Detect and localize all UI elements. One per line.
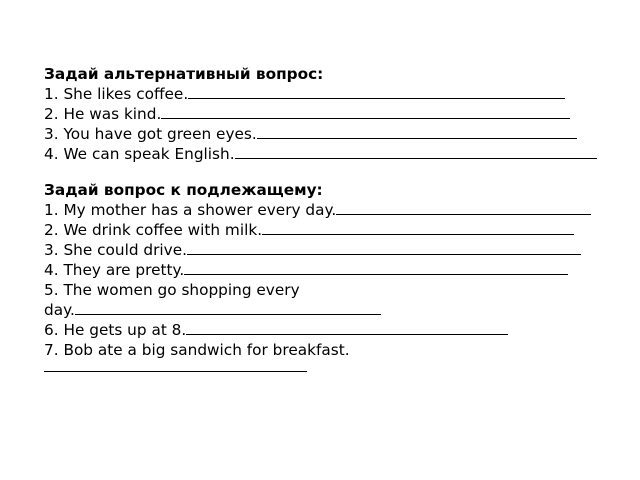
answer-blank	[336, 200, 591, 215]
exercise-line	[44, 104, 570, 124]
exercise-text: 2. We drink coffee with milk.	[44, 221, 263, 239]
answer-blank	[161, 104, 570, 119]
exercise-text: 6. He gets up at 8.	[44, 321, 187, 339]
exercise-line	[44, 124, 577, 144]
exercise-line	[44, 280, 300, 300]
exercise-line	[44, 144, 597, 164]
answer-blank	[188, 84, 565, 99]
answer-blank	[235, 144, 597, 159]
exercise-text: day.	[44, 301, 75, 319]
exercise-text: 4. They are pretty.	[44, 261, 185, 279]
exercise-line	[44, 300, 381, 320]
answer-blank	[184, 260, 568, 275]
section-heading-subject: Задай вопрос к подлежащему:	[44, 181, 323, 199]
section-heading-alternative: Задай альтернативный вопрос:	[44, 65, 324, 83]
answer-blank	[75, 300, 381, 315]
exercise-text: 3. She could drive.	[44, 241, 187, 259]
exercise-line	[44, 200, 591, 220]
exercise-text: 1. She likes coffee.	[44, 85, 189, 103]
exercise-line	[44, 240, 581, 260]
exercise-line	[44, 84, 565, 104]
exercise-line	[44, 320, 508, 340]
exercise-line	[44, 260, 568, 280]
answer-blank	[262, 220, 574, 235]
answer-blank	[186, 320, 508, 335]
exercise-text: 2. He was kind.	[44, 105, 162, 123]
exercise-text: 3. You have got green eyes.	[44, 125, 257, 143]
answer-blank	[187, 240, 581, 255]
exercise-line	[44, 220, 574, 240]
answer-blank	[257, 124, 577, 139]
exercise-text: 1. My mother has a shower every day.	[44, 201, 337, 219]
answer-blank	[44, 371, 307, 372]
exercise-line	[44, 340, 350, 360]
exercise-text: 4. We can speak English.	[44, 145, 235, 163]
exercise-text: 7. Bob ate a big sandwich for breakfast.	[44, 341, 350, 359]
exercise-text: 5. The women go shopping every	[44, 281, 300, 299]
